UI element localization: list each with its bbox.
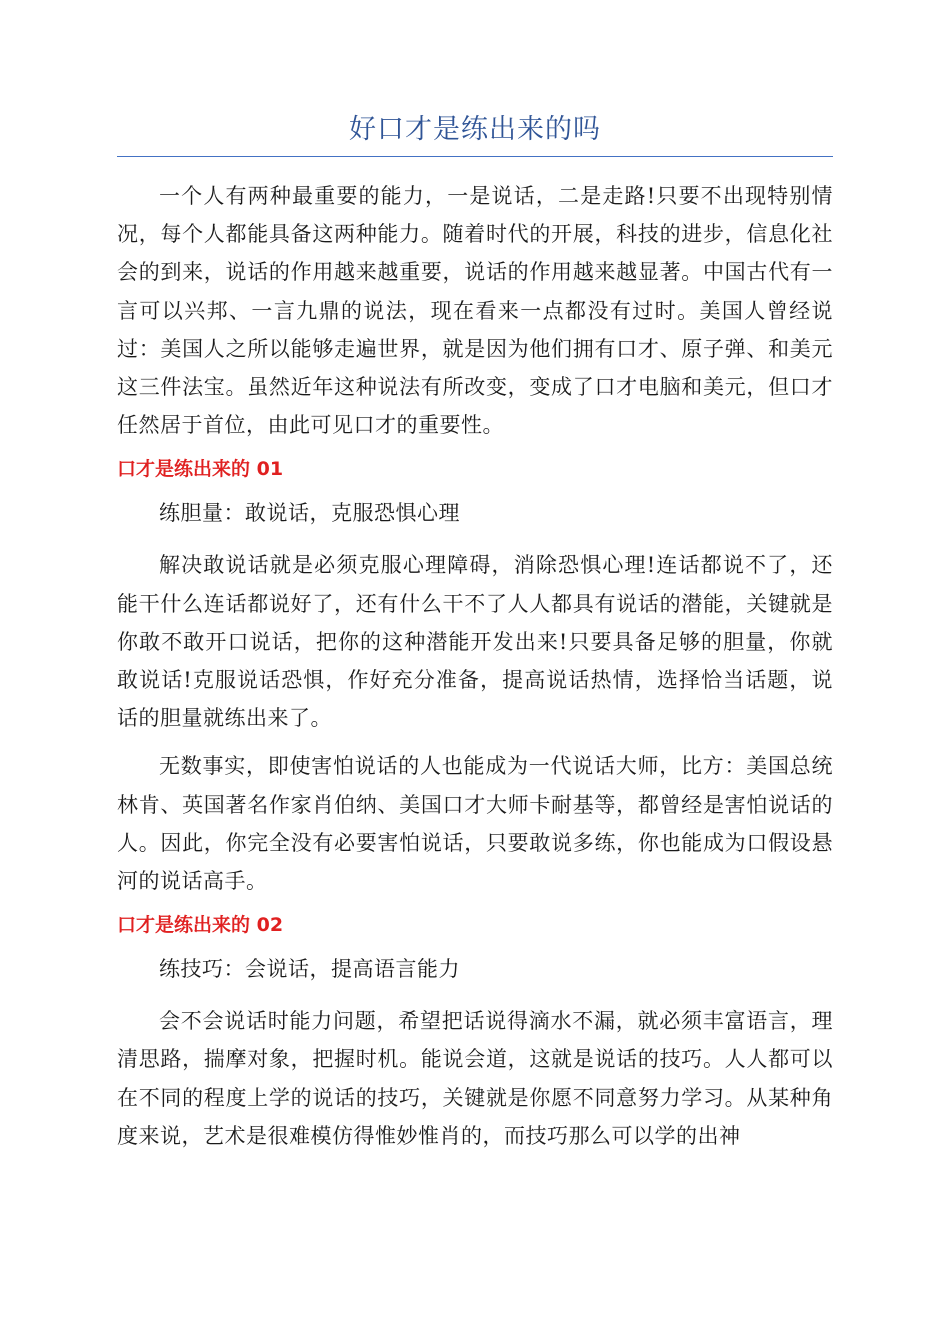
document-title: 好口才是练出来的吗 (349, 114, 601, 145)
section-paragraph: 无数事实，即使害怕说话的人也能成为一代说话大师，比方：美国总统林肯、英国著名作家肖伯纳、美国口才大师卡耐基等，都曾经是害怕说话的人。因此，你完全没有必要害怕说话，只要敢说多练，你也能成为口假设悬河的说话高手。 (117, 754, 833, 894)
section-01 (117, 454, 833, 900)
section-paragraph: 解决敢说话就是必须克服心理障碍，消除恐惧心理!连话都说不了，还能干什么连话都说好了，还有什么干不了人人都具有说话的潜能，关键就是你敢不敢开口说话，把你的这种潜能开发出来!只要具备足够的胆量，你就敢说话!克服说话恐惧，作好充分准备，提高说话热情，选择恰当话题，说话的胆量就练出来了。 (117, 553, 833, 731)
section-subheading: 练胆量：敢说话，克服恐惧心理 (159, 501, 460, 526)
intro-paragraph: 一个人有两种最重要的能力，一是说话，二是走路!只要不出现特别情况，每个人都能具备这两种能力。随着时代的开展，科技的进步，信息化社会的到来，说话的作用越来越重要，说话的作用越来越显著。中国古代有一言可以兴邦、一言九鼎的说法，现在看来一点都没有过时。美国人曾经说过：美国人之所以能够走遍世界，就是因为他们拥有口才、原子弹、和美元这三件法宝。虽然近年这种说法有所改变，变成了口才电脑和美元，但口才任然居于首位，由此可见口才的重要性。 (117, 184, 833, 438)
section-02 (117, 910, 833, 1155)
document-page (117, 108, 833, 1165)
section-paragraph: 会不会说话时能力问题，希望把话说得滴水不漏，就必须丰富语言，理清思路，揣摩对象，把握时机。能说会道，这就是说话的技巧。人人都可以在不同的程度上学的说话的技巧，关键就是你愿不同意努力学习。从某种角度来说，艺术是很难模仿得惟妙惟肖的，而技巧那么可以学的出神 (117, 1009, 833, 1148)
section-subheading: 练技巧：会说话，提高语言能力 (159, 957, 460, 982)
title-divider (117, 156, 833, 157)
section-heading: 口才是练出来的 01 (117, 458, 284, 481)
section-heading: 口才是练出来的 02 (117, 914, 284, 937)
